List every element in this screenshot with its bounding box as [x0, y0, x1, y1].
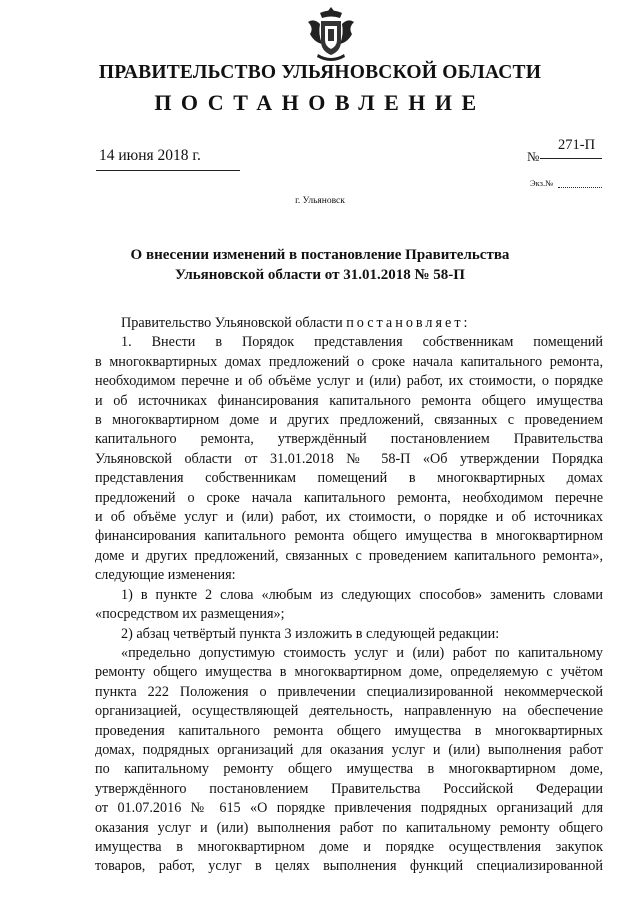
- text-line: ремонту общего имущества в многоквартирном доме, определяемую с учётом: [95, 664, 603, 681]
- text-line: «предельно допустимую стоимость услуг и (или) работ по капитальному: [121, 644, 603, 661]
- text-line: предложений о сроке начала капитального ремонта, необходимом перечне: [95, 489, 603, 506]
- title-line: О внесении изменений в постановление Правительства: [130, 247, 510, 263]
- text-line: доме и других предложений, связанных с проведением капитального ремонта»,: [95, 547, 603, 564]
- text-line: капитального ремонта, утверждённый постановлением Правительства: [95, 431, 603, 448]
- text-line: утверждённого постановлением Правительства Российской Федерации: [95, 780, 603, 797]
- intro-verb: постановляет:: [346, 315, 471, 331]
- text-line: домах, подрядных организаций для оказания услуг и (или) выполнения работ: [95, 741, 603, 758]
- government-name: ПРАВИТЕЛЬСТВО УЛЬЯНОВСКОЙ ОБЛАСТИ: [98, 62, 542, 83]
- copy-label: Экз.№: [530, 178, 554, 188]
- document-number: 271-П: [558, 137, 596, 153]
- document-title: [0, 245, 640, 285]
- text-line: в многоквартирном доме и других предложений, связанных с проведением: [95, 412, 603, 429]
- text-line: товаров, работ, услуг в целях выполнения функций специализированной: [95, 858, 603, 875]
- paragraph-2: [95, 586, 603, 625]
- text-line: организацией, осуществляющей деятельность, направленную на обеспечение: [95, 703, 603, 720]
- text-line: по капитальному ремонту общего имущества в многоквартирном доме,: [95, 761, 603, 778]
- text-line: Ульяновской области от 31.01.2018 № 58-П «Об утверждении Порядка: [95, 450, 603, 467]
- text-line: «посредством их размещения»;: [95, 606, 285, 623]
- number-underline: [540, 158, 602, 159]
- text-line: 2) абзац четвёртый пункта 3 изложить в следующей редакции:: [121, 625, 500, 642]
- document-date: 14 июня 2018 г.: [99, 147, 201, 164]
- text-line: имущества в многоквартирном доме и порядке осуществления закупок: [95, 838, 603, 855]
- text-line: и об источниках финансирования капитального ремонта общего имущества: [95, 392, 603, 409]
- text-line: проведения капитального ремонта общего имущества в многоквартирных: [95, 722, 603, 739]
- number-sign: №: [527, 149, 540, 164]
- text-line: пункта 222 Положения о привлечении специализированной некоммерческой: [95, 683, 603, 700]
- text-line: необходимом перечне и об объёме услуг и (или) работ, их стоимости, о порядке: [95, 373, 603, 390]
- city: г. Ульяновск: [295, 196, 345, 206]
- document-type: ПОСТАНОВЛЕНИЕ: [154, 90, 486, 115]
- paragraph-3: [95, 625, 603, 644]
- text-line: в многоквартирных домах предложений о сроке начала капитального ремонта,: [95, 353, 603, 370]
- text-line: представления собственникам помещений в многоквартирных домах: [95, 470, 603, 487]
- paragraph-1: [95, 333, 603, 585]
- paragraph-4: [95, 644, 603, 877]
- text-line: следующие изменения:: [95, 567, 236, 584]
- text-line: 1) в пункте 2 слова «любым из следующих способов» заменить словами: [121, 586, 603, 603]
- text-line: финансирования капитального ремонта общего имущества в многоквартирном: [95, 528, 603, 545]
- text-line: 1. Внести в Порядок представления собственникам помещений: [121, 334, 603, 351]
- coat-of-arms-icon: [300, 4, 362, 66]
- text-line: от 01.07.2016 № 615 «О порядке привлечения подрядных организаций для: [95, 800, 603, 817]
- document-body: [95, 314, 603, 877]
- date-underline: [96, 170, 240, 171]
- copy-underline: [558, 187, 602, 188]
- intro-text: Правительство Ульяновской области: [121, 315, 347, 331]
- title-line: Ульяновской области от 31.01.2018 № 58-П: [175, 267, 465, 283]
- intro-line: [95, 314, 603, 333]
- text-line: оказания услуг и (или) выполнения работ по капитальному ремонту общего: [95, 819, 603, 836]
- text-line: и об объёме услуг и (или) работ, их стоимости, о порядке и об источниках: [95, 509, 603, 526]
